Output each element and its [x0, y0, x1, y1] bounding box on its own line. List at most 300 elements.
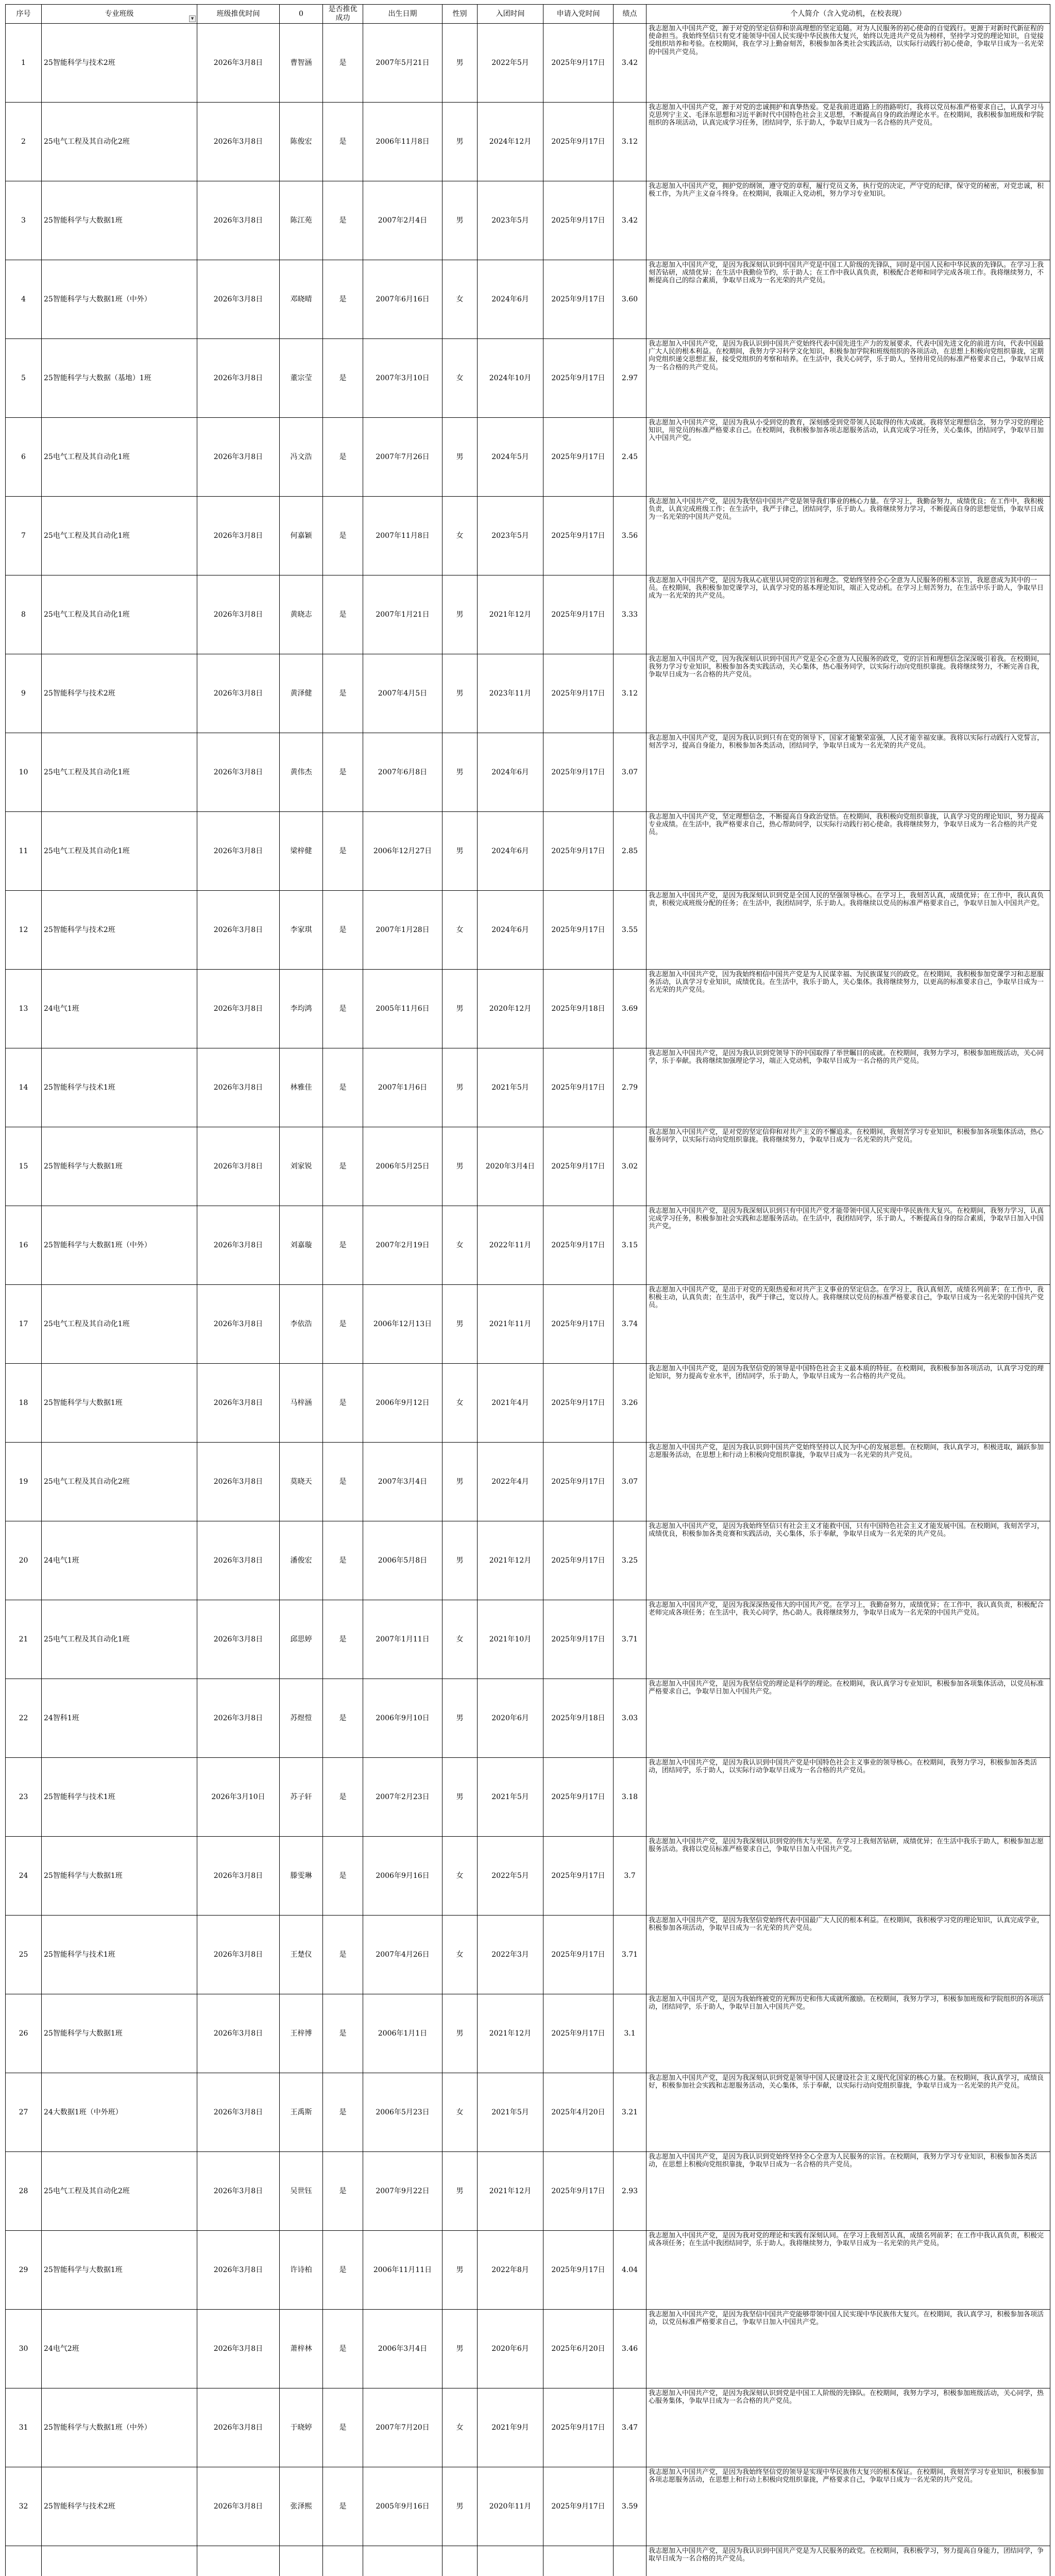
cell-league[interactable]: 2021年10月 [478, 1600, 543, 1679]
cell-class[interactable]: 24电气1班 [42, 970, 197, 1048]
cell-league[interactable]: 2021年5月 [478, 1758, 543, 1837]
cell-date[interactable]: 2026年3月8日 [197, 654, 280, 733]
cell-no[interactable]: 28 [6, 2152, 42, 2231]
cell-date[interactable]: 2026年3月8日 [197, 1994, 280, 2073]
cell-date[interactable]: 2026年3月8日 [197, 497, 280, 575]
cell-apply[interactable]: 2025年9月17日 [543, 103, 614, 181]
cell-class[interactable]: 25智能科学与技术1班 [42, 1758, 197, 1837]
cell-league[interactable]: 2022年5月 [478, 1837, 543, 1916]
cell-no[interactable]: 19 [6, 1443, 42, 1521]
cell-gpa[interactable]: 3.1 [614, 1994, 646, 2073]
cell-gender[interactable]: 女 [443, 1364, 478, 1443]
cell-class[interactable]: 25电气工程及其自动化1班 [42, 575, 197, 654]
cell-league[interactable]: 2024年5月 [478, 418, 543, 497]
cell-success[interactable]: 是 [323, 497, 363, 575]
cell-no[interactable]: 14 [6, 1048, 42, 1127]
cell-no[interactable]: 29 [6, 2231, 42, 2310]
cell-no[interactable]: 12 [6, 891, 42, 970]
cell-date[interactable]: 2026年3月8日 [197, 2310, 280, 2388]
cell-gpa[interactable]: 3.71 [614, 1916, 646, 1994]
cell-no[interactable] [6, 2546, 42, 2576]
cell-apply[interactable]: 2025年9月17日 [543, 1443, 614, 1521]
cell-birth[interactable]: 2007年6月16日 [363, 260, 443, 339]
cell-birth[interactable]: 2006年5月23日 [363, 2073, 443, 2152]
cell-gpa[interactable]: 2.93 [614, 2152, 646, 2231]
cell-no[interactable]: 2 [6, 103, 42, 181]
cell-name[interactable]: 黄伟杰 [280, 733, 323, 812]
cell-success[interactable]: 是 [323, 1285, 363, 1364]
cell-name[interactable]: 董宗莹 [280, 339, 323, 418]
cell-name[interactable]: 李依浩 [280, 1285, 323, 1364]
cell-intro[interactable]: 我志愿加入中国共产党，拥护党的纲领，遵守党的章程，履行党员义务，执行党的决定，严守党的纪律，保守党的秘密，对党忠诚，积极工作，为共产主义奋斗终身。在校期间，我端正入党动机，努力学习专业知识。 [646, 181, 1050, 260]
cell-no[interactable]: 16 [6, 1206, 42, 1285]
col-header-success[interactable]: 是否推优成功 [323, 5, 363, 24]
cell-name[interactable]: 王梓博 [280, 1994, 323, 2073]
cell-gender[interactable]: 男 [443, 2467, 478, 2546]
cell-name[interactable]: 李均鸿 [280, 970, 323, 1048]
cell-success[interactable]: 是 [323, 891, 363, 970]
cell-date[interactable]: 2026年3月8日 [197, 260, 280, 339]
cell-gender[interactable]: 男 [443, 575, 478, 654]
cell-gpa[interactable]: 3.74 [614, 1285, 646, 1364]
cell-no[interactable]: 26 [6, 1994, 42, 2073]
col-header-zero[interactable]: 0 [280, 5, 323, 24]
cell-league[interactable]: 2022年3月 [478, 1916, 543, 1994]
cell-no[interactable]: 9 [6, 654, 42, 733]
cell-name[interactable]: 曹智涵 [280, 24, 323, 103]
cell-class[interactable]: 25智能科学与大数据1班（中外） [42, 260, 197, 339]
cell-birth[interactable]: 2006年12月27日 [363, 812, 443, 891]
cell-birth[interactable]: 2007年2月19日 [363, 1206, 443, 1285]
cell-success[interactable]: 是 [323, 812, 363, 891]
cell-success[interactable]: 是 [323, 24, 363, 103]
cell-name[interactable]: 于晓婷 [280, 2388, 323, 2467]
cell-birth[interactable]: 2007年11月8日 [363, 497, 443, 575]
cell-apply[interactable]: 2025年9月17日 [543, 575, 614, 654]
cell-success[interactable]: 是 [323, 970, 363, 1048]
cell-name[interactable]: 冯文浩 [280, 418, 323, 497]
cell-league[interactable]: 2022年8月 [478, 2231, 543, 2310]
cell-date[interactable]: 2026年3月8日 [197, 1837, 280, 1916]
cell-date[interactable]: 2026年3月8日 [197, 2467, 280, 2546]
cell-league[interactable]: 2020年3月4日 [478, 1127, 543, 1206]
cell-gpa[interactable]: 3.60 [614, 260, 646, 339]
cell-league[interactable]: 2024年6月 [478, 733, 543, 812]
cell-apply[interactable]: 2025年9月17日 [543, 1048, 614, 1127]
cell-gender[interactable]: 男 [443, 181, 478, 260]
cell-success[interactable]: 是 [323, 2310, 363, 2388]
cell-no[interactable]: 3 [6, 181, 42, 260]
cell-intro[interactable]: 我志愿加入中国共产党，是因为我深刻认识到党是中国工人阶级的先锋队。在校期间，我努力学习，积极参加班级活动，关心同学，热心服务集体，争取早日成为一名合格的共产党员。 [646, 2388, 1050, 2467]
cell-apply[interactable]: 2025年9月17日 [543, 418, 614, 497]
cell-intro[interactable]: 我志愿加入中国共产党，是因为我深刻认识到只有中国共产党才能带领中国人民实现中华民族伟大复兴。在校期间，我努力学习，认真完成学习任务，积极参加社会实践和志愿服务活动。在生活中，我团结同学，乐于助人，不断提高自身的综合素质，争取早日加入中国共产党。 [646, 1206, 1050, 1285]
cell-class[interactable]: 25智能科学与大数据1班 [42, 2231, 197, 2310]
cell-gender[interactable] [443, 2546, 478, 2576]
cell-intro[interactable]: 我志愿加入中国共产党，是因为我深刻认识到中国共产党是中国工人阶级的先锋队，同时是中国人民和中华民族的先锋队。在学习上我刻苦钻研，成绩优异；在生活中我勤俭节约，乐于助人；在工作中我认真负责，积极配合老师和同学完成各项工作。我将继续努力，不断提高自己的综合素质，争取早日成为一名光荣的共产党员。 [646, 260, 1050, 339]
cell-intro[interactable]: 我志愿加入中国共产党，是因为我坚信党始终代表中国最广大人民的根本利益。在校期间，我积极学习党的理论知识，认真完成学业，积极参加各项活动，争取早日成为一名光荣的共产党员。 [646, 1916, 1050, 1994]
cell-league[interactable]: 2020年6月 [478, 1679, 543, 1758]
cell-no[interactable]: 4 [6, 260, 42, 339]
cell-intro[interactable]: 我志愿加入中国共产党，是因为我坚信党的理论是科学的理论。在校期间，我认真学习专业知识，积极参加各项集体活动，以党员标准严格要求自己，争取早日加入中国共产党。 [646, 1679, 1050, 1758]
cell-apply[interactable]: 2025年9月18日 [543, 1679, 614, 1758]
cell-gpa[interactable]: 3.15 [614, 1206, 646, 1285]
cell-success[interactable]: 是 [323, 1206, 363, 1285]
cell-gender[interactable]: 男 [443, 1521, 478, 1600]
cell-no[interactable]: 6 [6, 418, 42, 497]
cell-birth[interactable]: 2006年9月12日 [363, 1364, 443, 1443]
cell-apply[interactable]: 2025年9月17日 [543, 891, 614, 970]
cell-gpa[interactable]: 3.33 [614, 575, 646, 654]
cell-birth[interactable]: 2006年9月16日 [363, 1837, 443, 1916]
cell-date[interactable]: 2026年3月8日 [197, 103, 280, 181]
cell-league[interactable]: 2023年5月 [478, 497, 543, 575]
cell-no[interactable]: 11 [6, 812, 42, 891]
cell-gender[interactable]: 男 [443, 103, 478, 181]
cell-name[interactable]: 黄晓志 [280, 575, 323, 654]
cell-no[interactable]: 23 [6, 1758, 42, 1837]
cell-class[interactable]: 25电气工程及其自动化1班 [42, 497, 197, 575]
cell-apply[interactable]: 2025年9月17日 [543, 2152, 614, 2231]
cell-name[interactable] [280, 2546, 323, 2576]
cell-birth[interactable]: 2006年11月8日 [363, 103, 443, 181]
cell-apply[interactable]: 2025年9月17日 [543, 1916, 614, 1994]
cell-gpa[interactable]: 3.55 [614, 891, 646, 970]
cell-intro[interactable]: 我志愿加入中国共产党，是因为我认识到党领导下的中国取得了举世瞩目的成就。在校期间，我努力学习，积极参加班级活动，关心同学，乐于奉献。我将继续加强理论学习，端正入党动机，争取早日成为一名合格的共产党员。 [646, 1048, 1050, 1127]
cell-name[interactable]: 黄泽健 [280, 654, 323, 733]
cell-class[interactable]: 25电气工程及其自动化1班 [42, 418, 197, 497]
cell-apply[interactable]: 2025年9月17日 [543, 1285, 614, 1364]
cell-no[interactable]: 18 [6, 1364, 42, 1443]
cell-date[interactable]: 2026年3月8日 [197, 1364, 280, 1443]
cell-name[interactable]: 王禹斯 [280, 2073, 323, 2152]
cell-class[interactable]: 24电气1班 [42, 1521, 197, 1600]
cell-class[interactable]: 25电气工程及其自动化2班 [42, 103, 197, 181]
cell-gender[interactable]: 男 [443, 1758, 478, 1837]
cell-birth[interactable]: 2007年7月20日 [363, 2388, 443, 2467]
cell-date[interactable]: 2026年3月8日 [197, 2231, 280, 2310]
cell-birth[interactable]: 2007年9月22日 [363, 2152, 443, 2231]
cell-gender[interactable]: 女 [443, 1206, 478, 1285]
cell-league[interactable]: 2023年11月 [478, 654, 543, 733]
cell-league[interactable]: 2021年4月 [478, 1364, 543, 1443]
cell-birth[interactable]: 2006年1月1日 [363, 1994, 443, 2073]
cell-apply[interactable]: 2025年9月17日 [543, 1127, 614, 1206]
cell-league[interactable]: 2020年12月 [478, 970, 543, 1048]
cell-birth[interactable]: 2006年9月10日 [363, 1679, 443, 1758]
cell-gpa[interactable]: 3.03 [614, 1679, 646, 1758]
cell-gender[interactable]: 男 [443, 1443, 478, 1521]
cell-date[interactable]: 2026年3月8日 [197, 812, 280, 891]
cell-success[interactable]: 是 [323, 1758, 363, 1837]
col-header-gpa[interactable]: 绩点 [614, 5, 646, 24]
cell-no[interactable]: 21 [6, 1600, 42, 1679]
cell-league[interactable]: 2024年10月 [478, 339, 543, 418]
cell-no[interactable]: 22 [6, 1679, 42, 1758]
cell-class[interactable]: 25智能科学与大数据1班 [42, 1837, 197, 1916]
cell-date[interactable]: 2026年3月8日 [197, 1206, 280, 1285]
cell-success[interactable]: 是 [323, 2152, 363, 2231]
cell-class[interactable]: 25电气工程及其自动化1班 [42, 1600, 197, 1679]
cell-birth[interactable]: 2006年3月4日 [363, 2310, 443, 2388]
cell-name[interactable]: 林雅佳 [280, 1048, 323, 1127]
cell-success[interactable]: 是 [323, 1916, 363, 1994]
cell-class[interactable]: 25智能科学与大数据1班 [42, 181, 197, 260]
cell-birth[interactable]: 2007年1月21日 [363, 575, 443, 654]
cell-birth[interactable]: 2006年12月13日 [363, 1285, 443, 1364]
cell-apply[interactable]: 2025年9月17日 [543, 339, 614, 418]
col-header-intro[interactable]: 个人简介（含入党动机，在校表现） [646, 5, 1050, 24]
cell-apply[interactable]: 2025年9月17日 [543, 1758, 614, 1837]
cell-class[interactable] [42, 2546, 197, 2576]
cell-gender[interactable]: 男 [443, 654, 478, 733]
cell-gpa[interactable]: 3.59 [614, 2467, 646, 2546]
col-header-league[interactable]: 入团时间 [478, 5, 543, 24]
cell-league[interactable]: 2021年12月 [478, 1994, 543, 2073]
cell-league[interactable]: 2022年4月 [478, 1443, 543, 1521]
col-header-apply[interactable]: 申请入党时间 [543, 5, 614, 24]
cell-date[interactable]: 2026年3月8日 [197, 1916, 280, 1994]
cell-gpa[interactable]: 3.56 [614, 497, 646, 575]
cell-date[interactable]: 2026年3月8日 [197, 2152, 280, 2231]
cell-league[interactable]: 2021年12月 [478, 575, 543, 654]
cell-intro[interactable]: 我志愿加入中国共产党，是因为我深深热爱伟大的中国共产党。在学习上，我勤奋努力，成绩优异；在工作中，我认真负责，积极配合老师完成各项任务；在生活中，我关心同学，热心助人。我将继续努力，争取早日成为一名光荣的中国共产党员。 [646, 1600, 1050, 1679]
cell-intro[interactable]: 我志愿加入中国共产党，是因为我认识到党始终坚持全心全意为人民服务的宗旨。在校期间，我努力学习专业知识，积极参加各类活动，在思想上积极向党组织靠拢，争取早日成为一名合格的共产党员。 [646, 2152, 1050, 2231]
cell-birth[interactable]: 2007年6月8日 [363, 733, 443, 812]
cell-intro[interactable]: 我志愿加入中国共产党，是因为我始终坚信只有社会主义才能救中国，只有中国特色社会主义才能发展中国。在校期间，我刻苦学习，成绩优良，积极参加各类竞赛和实践活动，关心集体，乐于奉献，争取早日成为一名光荣的共产党员。 [646, 1521, 1050, 1600]
col-header-birth[interactable]: 出生日期 [363, 5, 443, 24]
cell-no[interactable]: 20 [6, 1521, 42, 1600]
cell-intro[interactable]: 我志愿加入中国共产党，是因为我认识到只有在党的领导下，国家才能繁荣富强，人民才能幸福安康。我将以实际行动践行入党誓言，刻苦学习，提高自身能力，积极参加各类活动，团结同学，争取早日成为一名光荣的共产党员。 [646, 733, 1050, 812]
cell-class[interactable]: 25智能科学与技术2班 [42, 891, 197, 970]
col-header-date[interactable]: 班级推优时间 [197, 5, 280, 24]
cell-apply[interactable]: 2025年9月17日 [543, 260, 614, 339]
cell-gender[interactable]: 女 [443, 497, 478, 575]
cell-success[interactable]: 是 [323, 575, 363, 654]
cell-apply[interactable]: 2025年9月18日 [543, 970, 614, 1048]
cell-gender[interactable]: 男 [443, 2310, 478, 2388]
cell-date[interactable]: 2026年3月8日 [197, 1600, 280, 1679]
cell-apply[interactable]: 2025年9月17日 [543, 812, 614, 891]
cell-success[interactable]: 是 [323, 733, 363, 812]
cell-league[interactable]: 2021年9月 [478, 2388, 543, 2467]
cell-date[interactable]: 2026年3月8日 [197, 1443, 280, 1521]
cell-gender[interactable]: 男 [443, 812, 478, 891]
cell-intro[interactable]: 我志愿加入中国共产党，是因为我认识到中国共产党是为人民服务的政党。在校期间，我积极学习，努力提高自身能力，团结同学，争取早日成为一名合格的共产党员。 [646, 2546, 1050, 2576]
cell-class[interactable]: 25智能科学与大数据1班 [42, 1364, 197, 1443]
cell-league[interactable]: 2020年11月 [478, 2467, 543, 2546]
cell-league[interactable]: 2020年6月 [478, 2310, 543, 2388]
cell-date[interactable]: 2026年3月10日 [197, 1758, 280, 1837]
cell-league[interactable]: 2021年11月 [478, 1285, 543, 1364]
cell-league[interactable]: 2022年11月 [478, 1206, 543, 1285]
cell-name[interactable]: 王楚仪 [280, 1916, 323, 1994]
cell-league[interactable]: 2024年6月 [478, 812, 543, 891]
cell-name[interactable]: 吴世钰 [280, 2152, 323, 2231]
cell-intro[interactable]: 我志愿加入中国共产党，坚定理想信念，不断提高自身政治觉悟。在校期间，我积极向党组织靠拢，认真学习党的理论知识，努力提高专业成绩。在生活中，我严格要求自己，热心帮助同学，以实际行动践行初心使命。我将继续努力，争取早日成为一名合格的共产党员。 [646, 812, 1050, 891]
cell-league[interactable]: 2021年12月 [478, 1521, 543, 1600]
cell-intro[interactable]: 我志愿加入中国共产党，是因为我从小受到党的教育，深刻感受到党带领人民取得的伟大成就。我将坚定理想信念，努力学习党的理论知识，用党员的标准严格要求自己。在校期间，我积极参加各项志愿服务活动，认真完成学习任务，关心集体，团结同学，争取早日加入中国共产党。 [646, 418, 1050, 497]
cell-birth[interactable]: 2007年1月6日 [363, 1048, 443, 1127]
cell-intro[interactable]: 我志愿加入中国共产党，是因为我从心底里认同党的宗旨和理念。党始终坚持全心全意为人民服务的根本宗旨，我愿意成为其中的一员。在校期间，我积极参加党课学习，认真学习党的基本理论知识，端正入党动机。在学习上刻苦努力，在生活中乐于助人，争取早日成为一名光荣的共产党员。 [646, 575, 1050, 654]
cell-name[interactable]: 张泽熙 [280, 2467, 323, 2546]
cell-birth[interactable]: 2007年3月4日 [363, 1443, 443, 1521]
cell-birth[interactable]: 2007年7月26日 [363, 418, 443, 497]
cell-name[interactable]: 萧梓林 [280, 2310, 323, 2388]
filter-dropdown-icon[interactable]: ▼ [189, 15, 196, 22]
cell-no[interactable]: 10 [6, 733, 42, 812]
cell-apply[interactable]: 2025年9月17日 [543, 733, 614, 812]
cell-class[interactable]: 25电气工程及其自动化1班 [42, 1285, 197, 1364]
cell-gender[interactable]: 男 [443, 2152, 478, 2231]
cell-apply[interactable]: 2025年9月17日 [543, 2231, 614, 2310]
col-header-gender[interactable]: 性别 [443, 5, 478, 24]
cell-gender[interactable]: 男 [443, 1048, 478, 1127]
cell-gpa[interactable]: 3.26 [614, 1364, 646, 1443]
cell-date[interactable]: 2026年3月8日 [197, 1285, 280, 1364]
cell-success[interactable]: 是 [323, 418, 363, 497]
cell-date[interactable]: 2026年3月8日 [197, 1521, 280, 1600]
cell-name[interactable]: 潘俊宏 [280, 1521, 323, 1600]
cell-birth[interactable]: 2007年1月28日 [363, 891, 443, 970]
cell-gpa[interactable]: 3.21 [614, 2073, 646, 2152]
cell-success[interactable]: 是 [323, 1994, 363, 2073]
col-header-no[interactable]: 序号 [6, 5, 42, 24]
cell-name[interactable]: 梁梓健 [280, 812, 323, 891]
cell-name[interactable]: 邓晓晴 [280, 260, 323, 339]
cell-date[interactable]: 2026年3月8日 [197, 1679, 280, 1758]
cell-gpa[interactable]: 3.12 [614, 103, 646, 181]
cell-gpa[interactable]: 3.42 [614, 24, 646, 103]
cell-class[interactable]: 25智能科学与技术2班 [42, 24, 197, 103]
cell-apply[interactable]: 2025年9月17日 [543, 654, 614, 733]
cell-success[interactable]: 是 [323, 1679, 363, 1758]
cell-success[interactable] [323, 2546, 363, 2576]
cell-class[interactable]: 24智科1班 [42, 1679, 197, 1758]
cell-success[interactable]: 是 [323, 181, 363, 260]
cell-gender[interactable]: 男 [443, 1127, 478, 1206]
cell-apply[interactable]: 2025年9月17日 [543, 1994, 614, 2073]
cell-gpa[interactable]: 3.47 [614, 2388, 646, 2467]
cell-intro[interactable]: 我志愿加入中国共产党，是因为我始终被党的光辉历史和伟大成就所激励。在校期间，我努力学习，积极参加班级和学院组织的各项活动，团结同学，乐于助人，争取早日加入中国共产党。 [646, 1994, 1050, 2073]
cell-name[interactable]: 苏子轩 [280, 1758, 323, 1837]
cell-gender[interactable]: 女 [443, 260, 478, 339]
cell-name[interactable]: 刘家锐 [280, 1127, 323, 1206]
col-header-class[interactable] [42, 5, 197, 24]
cell-success[interactable]: 是 [323, 2231, 363, 2310]
cell-no[interactable]: 24 [6, 1837, 42, 1916]
cell-apply[interactable]: 2025年9月17日 [543, 181, 614, 260]
cell-gpa[interactable] [614, 2546, 646, 2576]
cell-class[interactable]: 25智能科学与大数据1班 [42, 1994, 197, 2073]
cell-apply[interactable]: 2025年9月17日 [543, 497, 614, 575]
cell-name[interactable]: 陈江苑 [280, 181, 323, 260]
cell-gpa[interactable]: 2.45 [614, 418, 646, 497]
cell-gpa[interactable]: 3.42 [614, 181, 646, 260]
cell-birth[interactable]: 2007年1月11日 [363, 1600, 443, 1679]
cell-class[interactable]: 25智能科学与大数据1班 [42, 1127, 197, 1206]
cell-apply[interactable]: 2025年9月17日 [543, 24, 614, 103]
cell-gender[interactable]: 女 [443, 2073, 478, 2152]
cell-no[interactable]: 32 [6, 2467, 42, 2546]
cell-gender[interactable]: 女 [443, 339, 478, 418]
cell-date[interactable] [197, 2546, 280, 2576]
cell-apply[interactable]: 2025年6月20日 [543, 2310, 614, 2388]
cell-apply[interactable]: 2025年4月20日 [543, 2073, 614, 2152]
cell-gpa[interactable]: 3.07 [614, 733, 646, 812]
cell-no[interactable]: 13 [6, 970, 42, 1048]
cell-success[interactable]: 是 [323, 654, 363, 733]
cell-apply[interactable] [543, 2546, 614, 2576]
cell-intro[interactable]: 我志愿加入中国共产党，是因为我认识到中国共产党始终坚持以人民为中心的发展思想。在校期间，我认真学习，积极进取，踊跃参加志愿服务活动，在思想上和行动上积极向党组织靠拢，争取早日成为一名光荣的共产党员。 [646, 1443, 1050, 1521]
cell-intro[interactable]: 我志愿加入中国共产党，是因为我深刻认识到党是领导中国人民建设社会主义现代化国家的核心力量。在校期间，我认真学习，成绩良好，积极参加社会实践和志愿服务活动，关心集体，乐于奉献，以实际行动向党组织靠拢，争取早日成为一名光荣的共产党员。 [646, 2073, 1050, 2152]
cell-apply[interactable]: 2025年9月17日 [543, 1206, 614, 1285]
cell-date[interactable]: 2026年3月8日 [197, 181, 280, 260]
cell-gender[interactable]: 女 [443, 1837, 478, 1916]
cell-name[interactable]: 邱思婷 [280, 1600, 323, 1679]
cell-gender[interactable]: 男 [443, 2231, 478, 2310]
cell-success[interactable]: 是 [323, 2073, 363, 2152]
cell-class[interactable]: 24大数据1班（中外班） [42, 2073, 197, 2152]
cell-no[interactable]: 1 [6, 24, 42, 103]
cell-gender[interactable]: 女 [443, 1916, 478, 1994]
cell-gender[interactable]: 男 [443, 1285, 478, 1364]
cell-gpa[interactable]: 3.07 [614, 1443, 646, 1521]
cell-gender[interactable]: 男 [443, 24, 478, 103]
cell-intro[interactable]: 我志愿加入中国共产党，是出于对党的无限热爱和对共产主义事业的坚定信念。在学习上，我认真刻苦，成绩名列前茅；在工作中，我积极主动，认真负责；在生活中，我严于律己，宽以待人。我将继续以党员的标准严格要求自己，争取早日成为一名光荣的中国共产党员。 [646, 1285, 1050, 1364]
cell-success[interactable]: 是 [323, 1364, 363, 1443]
cell-league[interactable]: 2021年5月 [478, 2073, 543, 2152]
cell-class[interactable]: 24电气2班 [42, 2310, 197, 2388]
cell-no[interactable]: 27 [6, 2073, 42, 2152]
cell-date[interactable]: 2026年3月8日 [197, 339, 280, 418]
cell-class[interactable]: 25智能科学与技术2班 [42, 2467, 197, 2546]
cell-gender[interactable]: 女 [443, 1600, 478, 1679]
cell-intro[interactable]: 我志愿加入中国共产党，因为我深刻认识到中国共产党是全心全意为人民服务的政党，党的宗旨和理想信念深深吸引着我。在校期间，我努力学习专业知识，积极参加各类实践活动，关心集体，热心服务同学，以实际行动向党组织靠拢。我将继续努力，不断完善自我，争取早日成为一名合格的共产党员。 [646, 654, 1050, 733]
cell-league[interactable]: 2022年5月 [478, 24, 543, 103]
cell-success[interactable]: 是 [323, 1048, 363, 1127]
cell-gpa[interactable]: 4.04 [614, 2231, 646, 2310]
cell-intro[interactable]: 我志愿加入中国共产党，是对党的坚定信仰和对共产主义的不懈追求。在校期间，我刻苦学习专业知识，积极参加各项集体活动，热心服务同学，以实际行动向党组织靠拢。我将继续努力，争取早日成为一名光荣的共产党员。 [646, 1127, 1050, 1206]
cell-intro[interactable]: 我志愿加入中国共产党，是因为我始终坚信党的领导是实现中华民族伟大复兴的根本保证。在校期间，我刻苦学习专业知识，积极参加各项志愿服务活动，在思想上和行动上积极向党组织靠拢，严格要求自己，争取早日成为一名光荣的共产党员。 [646, 2467, 1050, 2546]
cell-success[interactable]: 是 [323, 1837, 363, 1916]
cell-date[interactable]: 2026年3月8日 [197, 891, 280, 970]
cell-intro[interactable]: 我志愿加入中国共产党，源于对党的坚定信仰和崇高理想的坚定追随。对为人民服务的初心使命的自觉践行。更源于对新时代新征程的使命担当。我始终坚信只有党才能领导中国人民实现中华民族伟大复兴，始终以先进共产党员为榜样，坚持学习党的理论知识，自觉接受组织培养和考验。在校期间，我在学习上勤奋刻苦，积极参加各类社会实践活动，以实际行动践行初心使命，争取早日成为一名光荣的中国共产党员。 [646, 24, 1050, 103]
cell-birth[interactable]: 2007年4月5日 [363, 654, 443, 733]
cell-no[interactable]: 30 [6, 2310, 42, 2388]
cell-no[interactable]: 31 [6, 2388, 42, 2467]
cell-league[interactable]: 2024年6月 [478, 260, 543, 339]
cell-success[interactable]: 是 [323, 2467, 363, 2546]
cell-intro[interactable]: 我志愿加入中国共产党，是因为我深刻认识到党的伟大与光荣。在学习上我刻苦钻研，成绩优异；在生活中我乐于助人，积极参加志愿服务活动。我将以党员标准严格要求自己，争取早日加入中国共产党。 [646, 1837, 1050, 1916]
cell-gender[interactable]: 男 [443, 970, 478, 1048]
cell-intro[interactable]: 我志愿加入中国共产党，源于对党的忠诚拥护和真挚热爱。党是我前进道路上的指路明灯，我将以党员标准严格要求自己，认真学习马克思列宁主义、毛泽东思想和习近平新时代中国特色社会主义思想，不断提高自身的政治理论水平。在校期间，我积极参加班级和学院组织的各项活动，认真完成学习任务，团结同学，乐于助人，争取早日成为一名合格的共产党员。 [646, 103, 1050, 181]
cell-no[interactable]: 17 [6, 1285, 42, 1364]
cell-gpa[interactable]: 3.7 [614, 1837, 646, 1916]
cell-class[interactable]: 25智能科学与大数据1班（中外） [42, 1206, 197, 1285]
cell-name[interactable]: 马梓涵 [280, 1364, 323, 1443]
cell-no[interactable]: 8 [6, 575, 42, 654]
cell-success[interactable]: 是 [323, 339, 363, 418]
cell-birth[interactable]: 2005年9月16日 [363, 2467, 443, 2546]
cell-birth[interactable]: 2007年2月4日 [363, 181, 443, 260]
cell-birth[interactable]: 2006年5月8日 [363, 1521, 443, 1600]
cell-gender[interactable]: 男 [443, 1994, 478, 2073]
cell-apply[interactable]: 2025年9月17日 [543, 1600, 614, 1679]
cell-intro[interactable]: 我志愿加入中国共产党，因为我始终相信中国共产党是为人民谋幸福、为民族谋复兴的政党。在校期间，我积极参加党课学习和志愿服务活动，认真学习专业知识，成绩优良。在生活中，我乐于助人，关心集体。我将继续努力，以更高的标准要求自己，争取早日成为一名光荣的共产党员。 [646, 970, 1050, 1048]
cell-intro[interactable]: 我志愿加入中国共产党，是因为我认识到中国共产党是中国特色社会主义事业的领导核心。在校期间，我努力学习，积极参加各类活动，团结同学，乐于助人，以实际行动争取早日成为一名合格的共产党员。 [646, 1758, 1050, 1837]
cell-league[interactable]: 2021年12月 [478, 2152, 543, 2231]
cell-gender[interactable]: 男 [443, 733, 478, 812]
